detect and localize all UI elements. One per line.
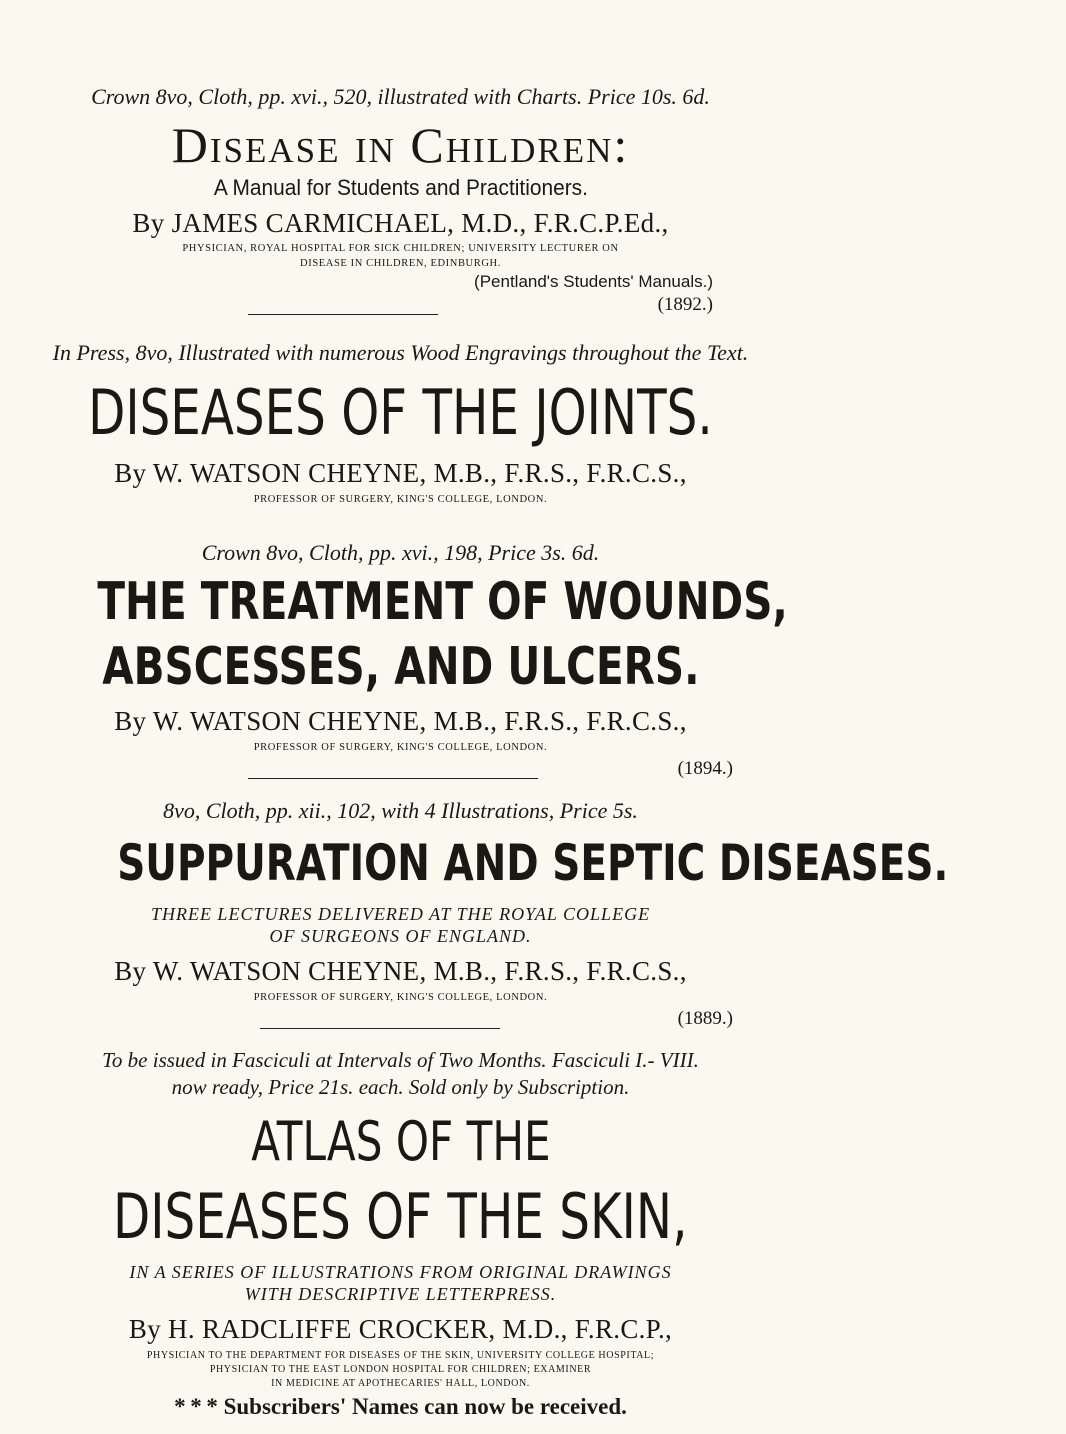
book5-title-line1: ATLAS OF THE bbox=[250, 1110, 551, 1173]
book1-credentials-line1: PHYSICIAN, ROYAL HOSPITAL FOR SICK CHILDREN; UNIVERSITY LECTURER ON bbox=[182, 243, 619, 254]
book1-year: (1892.) bbox=[657, 294, 713, 315]
book3-format: Crown 8vo, Cloth, pp. xvi., 198, Price 3s. 6d. bbox=[201, 540, 600, 565]
divider bbox=[248, 314, 438, 315]
book4-title: SUPPURATION AND SEPTIC DISEASES. bbox=[117, 834, 949, 892]
book3-title1-wrap bbox=[0, 572, 801, 632]
book4-year: (1889.) bbox=[677, 1008, 733, 1029]
book5-credentials-line2: PHYSICIAN TO THE EAST LONDON HOSPITAL FOR CHILDREN; EXAMINER bbox=[209, 1364, 592, 1375]
book2-author: By W. WATSON CHEYNE, M.B., F.R.S., F.R.C.S., bbox=[114, 458, 687, 488]
book5-subtitle-line2: WITH DESCRIPTIVE LETTERPRESS. bbox=[244, 1284, 557, 1304]
book4-format: 8vo, Cloth, pp. xii., 102, with 4 Illustrations, Price 5s. bbox=[163, 798, 638, 823]
book2-credentials: PROFESSOR OF SURGERY, KING'S COLLEGE, LONDON. bbox=[253, 494, 548, 505]
book5-author: By H. RADCLIFFE CROCKER, M.D., F.R.C.P., bbox=[128, 1314, 673, 1344]
book5-format-line1: To be issued in Fasciculi at Intervals of Two Months. Fasciculi I.- VIII. bbox=[102, 1048, 699, 1072]
book5-title1-wrap bbox=[0, 1110, 801, 1173]
book2-format: In Press, 8vo, Illustrated with numerous Wood Engravings throughout the Text. bbox=[52, 340, 749, 365]
book3-title-line2: ABSCESSES, AND ULCERS. bbox=[101, 637, 700, 697]
book5-credentials-line1: PHYSICIAN TO THE DEPARTMENT FOR DISEASES OF THE SKIN, UNIVERSITY COLLEGE HOSPITAL; bbox=[146, 1350, 655, 1361]
book1-author: By JAMES CARMICHAEL, M.D., F.R.C.P.Ed., bbox=[132, 208, 669, 238]
book3-title-line1: THE TREATMENT OF WOUNDS, bbox=[97, 572, 788, 632]
book4-subtitle-line2: OF SURGEONS OF ENGLAND. bbox=[269, 926, 532, 946]
book1-subtitle-wrap bbox=[0, 175, 801, 201]
book1-series: (Pentland's Students' Manuals.) bbox=[474, 272, 713, 291]
book2-title-wrap bbox=[0, 376, 801, 449]
book3-title2-wrap bbox=[0, 637, 801, 697]
book1-title: Disease in Children: bbox=[171, 117, 630, 173]
book4-subtitle-line1: THREE LECTURES DELIVERED AT THE ROYAL COLLEGE bbox=[150, 904, 651, 924]
book5-format-line2: now ready, Price 21s. each. Sold only by Subscription. bbox=[171, 1075, 630, 1099]
book5-credentials-line3: IN MEDICINE AT APOTHECARIES' HALL, LONDON. bbox=[271, 1378, 530, 1389]
book4-author: By W. WATSON CHEYNE, M.B., F.R.S., F.R.C.S., bbox=[114, 956, 687, 986]
book5-title-line2: DISEASES OF THE SKIN, bbox=[113, 1180, 688, 1253]
book1-subtitle: A Manual for Students and Practitioners. bbox=[213, 175, 588, 200]
book5-title2-wrap bbox=[0, 1180, 801, 1253]
book3-year: (1894.) bbox=[677, 758, 733, 779]
book4-credentials: PROFESSOR OF SURGERY, KING'S COLLEGE, LONDON. bbox=[253, 992, 548, 1003]
book2-title: DISEASES OF THE JOINTS. bbox=[88, 376, 713, 449]
book3-credentials: PROFESSOR OF SURGERY, KING'S COLLEGE, LONDON. bbox=[253, 742, 548, 753]
book1-credentials-line2: DISEASE IN CHILDREN, EDINBURGH. bbox=[300, 258, 501, 269]
book1-format: Crown 8vo, Cloth, pp. xvi., 520, illustrated with Charts. Price 10s. 6d. bbox=[91, 84, 710, 109]
book5-subtitle-line1: IN A SERIES OF ILLUSTRATIONS FROM ORIGINAL DRAWINGS bbox=[129, 1262, 672, 1282]
subscribers-notice: * * * Subscribers' Names can now be received. bbox=[174, 1394, 627, 1419]
divider bbox=[260, 1028, 500, 1029]
book4-title-wrap bbox=[0, 834, 949, 892]
divider bbox=[248, 778, 538, 779]
book3-author: By W. WATSON CHEYNE, M.B., F.R.S., F.R.C.S., bbox=[114, 706, 687, 736]
